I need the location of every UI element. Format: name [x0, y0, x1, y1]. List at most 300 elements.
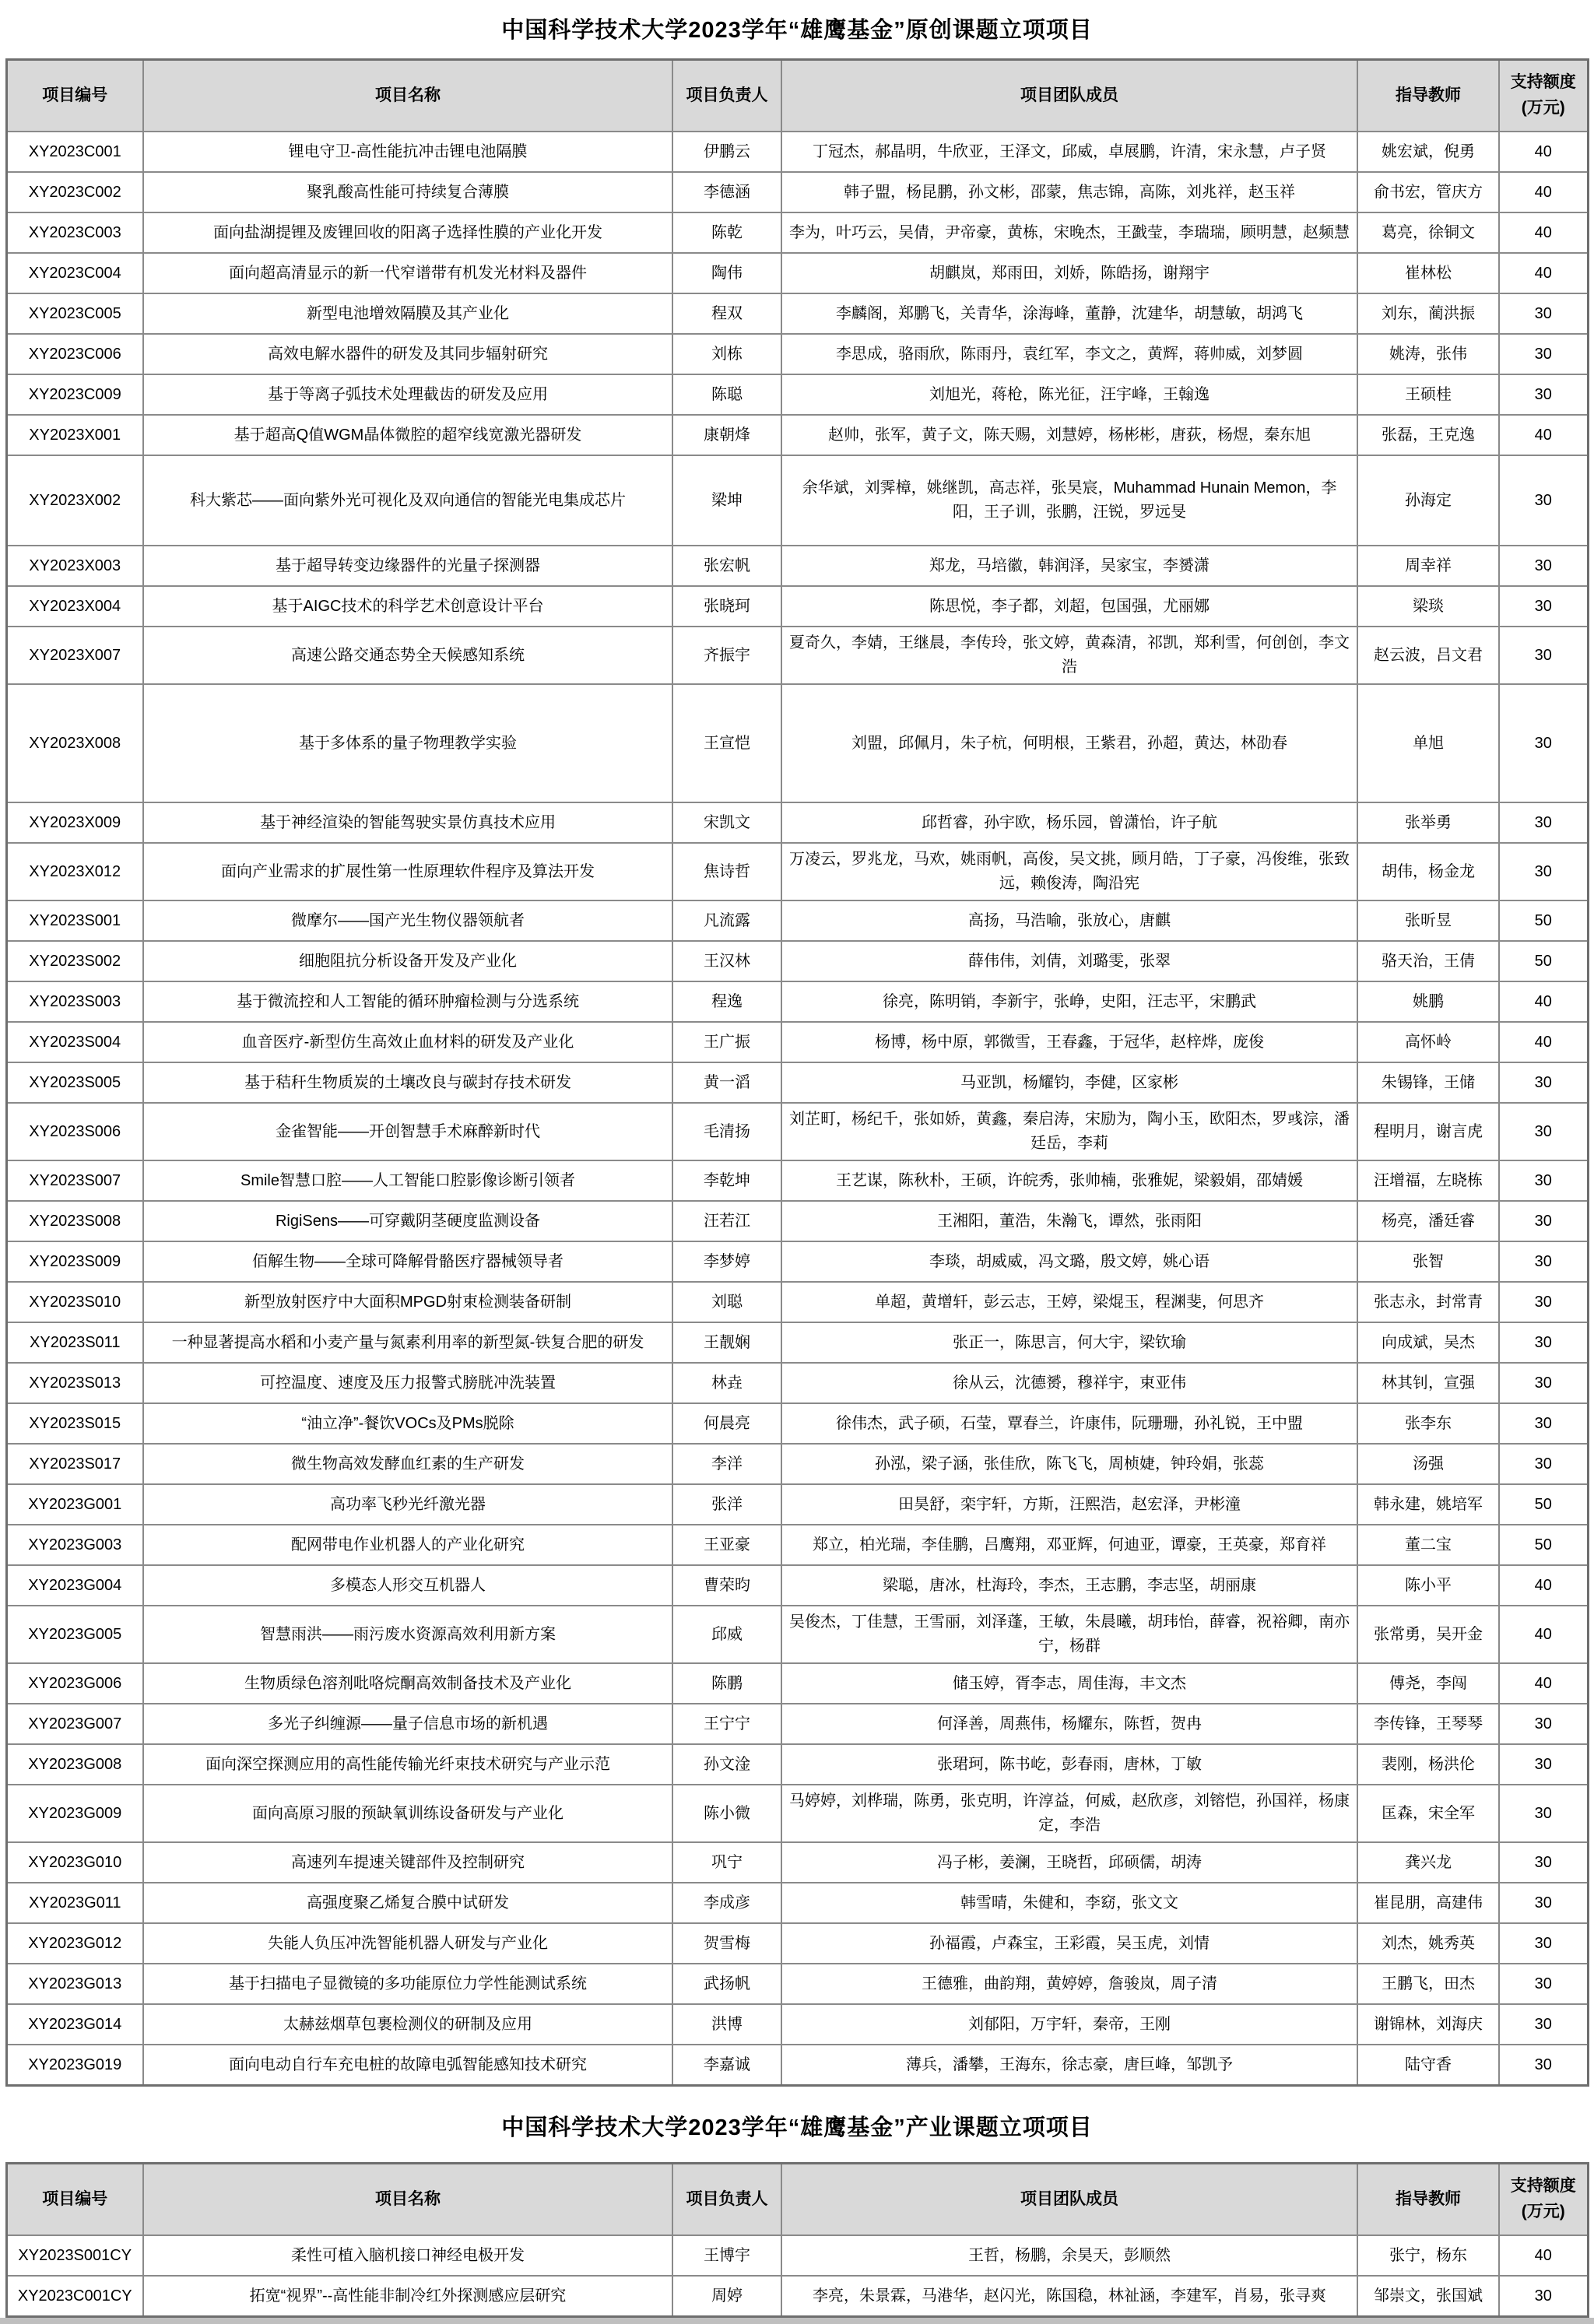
advisor-cell: 俞书宏，管庆方: [1357, 172, 1499, 212]
project-name-cell: 金雀智能——开创智慧手术麻醉新时代: [143, 1103, 672, 1160]
advisor-cell: 陆守香: [1357, 2045, 1499, 2086]
advisor-cell: 董二宝: [1357, 1525, 1499, 1565]
amount-cell: 30: [1499, 1201, 1588, 1241]
amount-cell: 30: [1499, 1744, 1588, 1785]
project-id-cell: XY2023X012: [6, 843, 143, 900]
table-row: [6, 1282, 1588, 1322]
advisor-cell: 王鹏飞，田杰: [1357, 1964, 1499, 2004]
amount-cell: 30: [1499, 2045, 1588, 2086]
table-row: [6, 132, 1588, 172]
members-cell: 徐从云，沈德赟，穆祥宇，束亚伟: [781, 1363, 1357, 1403]
project-name-cell: 基于超导转变边缘器件的光量子探测器: [143, 546, 672, 586]
project-id-cell: XY2023S011: [6, 1322, 143, 1363]
advisor-cell: 陈小平: [1357, 1565, 1499, 1606]
project-name-cell: Smile智慧口腔——人工智能口腔影像诊断引领者: [143, 1160, 672, 1201]
amount-cell: 30: [1499, 586, 1588, 627]
members-cell: 储玉婷，胥李志，周佳海，丰文杰: [781, 1663, 1357, 1704]
amount-cell: 30: [1499, 1160, 1588, 1201]
project-id-cell: XY2023G013: [6, 1964, 143, 2004]
table-row: [6, 1964, 1588, 2004]
members-cell: 夏奇久，李婧，王继晨，李传玲，张文婷，黄森清，祁凯，郑利雪，何创创，李文浩: [781, 627, 1357, 684]
project-id-cell: XY2023C003: [6, 212, 143, 253]
members-cell: 韩子盟，杨昆鹏，孙文彬，邵蒙，焦志锦，高陈，刘兆祥，赵玉祥: [781, 172, 1357, 212]
table-row: [6, 900, 1588, 941]
advisor-cell: 姚涛，张伟: [1357, 334, 1499, 374]
project-id-cell: XY2023S004: [6, 1022, 143, 1062]
leader-cell: 李乾坤: [672, 1160, 781, 1201]
leader-cell: 陈小微: [672, 1785, 781, 1842]
leader-cell: 周婷: [672, 2276, 781, 2317]
amount-cell: 40: [1499, 1606, 1588, 1663]
advisor-cell: 梁琰: [1357, 586, 1499, 627]
advisor-cell: 林其钊，宣强: [1357, 1363, 1499, 1403]
amount-cell: 40: [1499, 415, 1588, 455]
project-id-cell: XY2023X009: [6, 802, 143, 843]
advisor-cell: 孙海定: [1357, 455, 1499, 546]
amount-cell: 30: [1499, 1444, 1588, 1484]
members-cell: 李亮，朱景霖，马港华，赵闪光，陈国稳，林祉涵，李建军，肖易，张寻爽: [781, 2276, 1357, 2317]
table-row: [6, 334, 1588, 374]
members-cell: 冯子彬，姜澜，王晓哲，邱硕儒，胡涛: [781, 1842, 1357, 1883]
amount-cell: 30: [1499, 1785, 1588, 1842]
advisor-cell: 骆天治，王倩: [1357, 941, 1499, 981]
amount-cell: 40: [1499, 1565, 1588, 1606]
project-id-cell: XY2023G005: [6, 1606, 143, 1663]
project-id-cell: XY2023C006: [6, 334, 143, 374]
amount-cell: 40: [1499, 172, 1588, 212]
table-row: [6, 1363, 1588, 1403]
leader-cell: 李成彦: [672, 1883, 781, 1923]
advisor-cell: 匡森，宋全军: [1357, 1785, 1499, 1842]
advisor-cell: 李传锋，王琴琴: [1357, 1704, 1499, 1744]
amount-cell: 30: [1499, 1923, 1588, 1964]
project-id-cell: XY2023S003: [6, 981, 143, 1022]
project-id-cell: XY2023X001: [6, 415, 143, 455]
project-id-cell: XY2023S007: [6, 1160, 143, 1201]
project-id-cell: XY2023C002: [6, 172, 143, 212]
amount-cell: 30: [1499, 1241, 1588, 1282]
project-id-cell: XY2023S017: [6, 1444, 143, 1484]
amount-cell: 30: [1499, 1883, 1588, 1923]
project-id-cell: XY2023S006: [6, 1103, 143, 1160]
table-row: [6, 415, 1588, 455]
leader-cell: 张晓珂: [672, 586, 781, 627]
leader-cell: 王广振: [672, 1022, 781, 1062]
project-name-cell: 面向产业需求的扩展性第一性原理软件程序及算法开发: [143, 843, 672, 900]
leader-cell: 陈鹏: [672, 1663, 781, 1704]
table-row: [6, 1322, 1588, 1363]
table-row: [6, 981, 1588, 1022]
members-cell: 何泽善，周燕伟，杨耀东，陈哲，贺冉: [781, 1704, 1357, 1744]
amount-cell: 50: [1499, 941, 1588, 981]
column-header-2: 项目名称: [143, 60, 672, 132]
members-cell: 单超，黄增轩，彭云志，王婷，梁焜玉，程渊斐，何思齐: [781, 1282, 1357, 1322]
members-cell: 高扬，马浩喻，张放心，唐麒: [781, 900, 1357, 941]
members-cell: 张正一，陈思言，何大宇，梁钦瑜: [781, 1322, 1357, 1363]
table-row: [6, 1444, 1588, 1484]
amount-cell: 50: [1499, 1525, 1588, 1565]
members-cell: 李思成，骆雨欣，陈雨丹，袁红军，李文之，黄辉，蒋帅威，刘梦圆: [781, 334, 1357, 374]
table-row: [6, 1842, 1588, 1883]
members-cell: 郑龙，马培徽，韩润泽，吴家宝，李赟潇: [781, 546, 1357, 586]
table-row: [6, 1565, 1588, 1606]
leader-cell: 凡流露: [672, 900, 781, 941]
project-name-cell: 基于超高Q值WGM晶体微腔的超窄线宽激光器研发: [143, 415, 672, 455]
project-name-cell: 柔性可植入脑机接口神经电极开发: [143, 2235, 672, 2276]
leader-cell: 黄一滔: [672, 1062, 781, 1103]
project-name-cell: 失能人负压冲洗智能机器人研发与产业化: [143, 1923, 672, 1964]
members-cell: 杨博，杨中原，郭微雪，王春鑫，于冠华，赵梓烨，庞俊: [781, 1022, 1357, 1062]
amount-cell: 30: [1499, 802, 1588, 843]
table-row: [6, 843, 1588, 900]
members-cell: 王艺谋，陈秋朴，王硕，许皖秀，张帅楠，张雅妮，梁毅娟，邵婧媛: [781, 1160, 1357, 1201]
table-row: [6, 212, 1588, 253]
members-cell: 马亚凯，杨耀钧，李健，区家彬: [781, 1062, 1357, 1103]
advisor-cell: 张磊，王克逸: [1357, 415, 1499, 455]
leader-cell: 林垚: [672, 1363, 781, 1403]
project-name-cell: 多模态人形交互机器人: [143, 1565, 672, 1606]
leader-cell: 梁坤: [672, 455, 781, 546]
column-header-1: 项目编号: [6, 60, 143, 132]
amount-cell: 30: [1499, 1964, 1588, 2004]
leader-cell: 武扬帆: [672, 1964, 781, 2004]
members-cell: 李麟阁，郑鹏飞，关青华，涂海峰，董静，沈建华，胡慧敏，胡鸿飞: [781, 293, 1357, 334]
project-id-cell: XY2023G012: [6, 1923, 143, 1964]
project-name-cell: 基于秸秆生物质炭的土壤改良与碳封存技术研发: [143, 1062, 672, 1103]
leader-cell: 张宏帆: [672, 546, 781, 586]
leader-cell: 陈聪: [672, 374, 781, 415]
project-name-cell: 面向深空探测应用的高性能传输光纤束技术研究与产业示范: [143, 1744, 672, 1785]
amount-cell: 30: [1499, 627, 1588, 684]
project-id-cell: XY2023G008: [6, 1744, 143, 1785]
advisor-cell: 张李东: [1357, 1403, 1499, 1444]
project-name-cell: 可控温度、速度及压力报警式膀胱冲洗装置: [143, 1363, 672, 1403]
advisor-cell: 汪增福，左晓栋: [1357, 1160, 1499, 1201]
table-row: [6, 2004, 1588, 2045]
project-id-cell: XY2023S010: [6, 1282, 143, 1322]
table-row: [6, 455, 1588, 546]
project-id-cell: XY2023C004: [6, 253, 143, 293]
amount-cell: 50: [1499, 1484, 1588, 1525]
members-cell: 孙福霞，卢森宝，王彩霞，吴玉虎，刘情: [781, 1923, 1357, 1964]
members-cell: 赵帅，张军，黄子文，陈天赐，刘慧婷，杨彬彬，唐荻，杨煜，秦东旭: [781, 415, 1357, 455]
amount-cell: 30: [1499, 843, 1588, 900]
members-cell: 王湘阳，董浩，朱瀚飞，谭然，张雨阳: [781, 1201, 1357, 1241]
project-id-cell: XY2023G006: [6, 1663, 143, 1704]
table-row: [6, 293, 1588, 334]
leader-cell: 王博宇: [672, 2235, 781, 2276]
amount-cell: 30: [1499, 546, 1588, 586]
project-name-cell: 新型电池增效隔膜及其产业化: [143, 293, 672, 334]
table-row: [6, 1103, 1588, 1160]
amount-cell: 30: [1499, 455, 1588, 546]
project-name-cell: 高功率飞秒光纤激光器: [143, 1484, 672, 1525]
advisor-cell: 葛亮，徐铜文: [1357, 212, 1499, 253]
table-row: [6, 627, 1588, 684]
project-name-cell: 微摩尔——国产光生物仪器领航者: [143, 900, 672, 941]
members-cell: 徐亮，陈明销，李新宇，张峥，史阳，汪志平，宋鹏武: [781, 981, 1357, 1022]
project-name-cell: 基于神经渲染的智能驾驶实景仿真技术应用: [143, 802, 672, 843]
project-name-cell: 基于扫描电子显微镜的多功能原位力学性能测试系统: [143, 1964, 672, 2004]
project-id-cell: XY2023S001CY: [6, 2235, 143, 2276]
members-cell: 刘旭光，蒋枪，陈光征，汪宇峰，王翰逸: [781, 374, 1357, 415]
amount-cell: 50: [1499, 900, 1588, 941]
original-projects-table-title: 中国科学技术大学2023学年“雄鹰基金”原创课题立项项目: [501, 18, 1093, 43]
project-id-cell: XY2023S001: [6, 900, 143, 941]
project-id-cell: XY2023G011: [6, 1883, 143, 1923]
table-row: [6, 1484, 1588, 1525]
leader-cell: 刘聪: [672, 1282, 781, 1322]
table-row: [6, 1160, 1588, 1201]
members-cell: 刘郁阳，万宇轩，秦帝，王刚: [781, 2004, 1357, 2045]
leader-cell: 陶伟: [672, 253, 781, 293]
industry-projects-table: [5, 2162, 1589, 2318]
project-id-cell: XY2023S013: [6, 1363, 143, 1403]
table-row: [6, 1883, 1588, 1923]
column-header-2: 项目名称: [143, 2164, 672, 2236]
members-cell: 王德雅，曲韵翔，黄婷婷，詹骏岚，周子清: [781, 1964, 1357, 2004]
table-row: [6, 1201, 1588, 1241]
advisor-cell: 高怀岭: [1357, 1022, 1499, 1062]
project-name-cell: 高强度聚乙烯复合膜中试研发: [143, 1883, 672, 1923]
advisor-cell: 傅尧，李闯: [1357, 1663, 1499, 1704]
members-cell: 邱哲睿，孙宇欧，杨乐园，曾潇怡，许子航: [781, 802, 1357, 843]
advisor-cell: 龚兴龙: [1357, 1842, 1499, 1883]
members-cell: 郑立，柏光瑞，李佳鹏，吕鹰翔，邓亚辉，何迪亚，谭豪，王英豪，郑育祥: [781, 1525, 1357, 1565]
table-row: [6, 1744, 1588, 1785]
leader-cell: 贺雪梅: [672, 1923, 781, 1964]
column-header-5: 指导教师: [1357, 2164, 1499, 2236]
members-cell: 李琰，胡威威，冯文璐，殷文婷，姚心语: [781, 1241, 1357, 1282]
project-name-cell: 高速公路交通态势全天候感知系统: [143, 627, 672, 684]
amount-cell: 40: [1499, 253, 1588, 293]
leader-cell: 康朝烽: [672, 415, 781, 455]
amount-cell: 40: [1499, 132, 1588, 172]
table-row: [6, 1606, 1588, 1663]
advisor-cell: 韩永建，姚培军: [1357, 1484, 1499, 1525]
project-name-cell: 细胞阻抗分析设备开发及产业化: [143, 941, 672, 981]
advisor-cell: 周幸祥: [1357, 546, 1499, 586]
members-cell: 田昊舒，栾宇轩，方斯，汪熙浩，赵宏泽，尹彬潼: [781, 1484, 1357, 1525]
amount-cell: 30: [1499, 374, 1588, 415]
amount-cell: 40: [1499, 1663, 1588, 1704]
header-row: [6, 2164, 1588, 2236]
project-id-cell: XY2023X003: [6, 546, 143, 586]
advisor-cell: 程明月，谢言虎: [1357, 1103, 1499, 1160]
amount-cell: 30: [1499, 1062, 1588, 1103]
amount-cell: 30: [1499, 1403, 1588, 1444]
advisor-cell: 王硕桂: [1357, 374, 1499, 415]
project-id-cell: XY2023X007: [6, 627, 143, 684]
leader-cell: 何晨亮: [672, 1403, 781, 1444]
project-name-cell: 聚乳酸高性能可持续复合薄膜: [143, 172, 672, 212]
project-name-cell: 锂电守卫-高性能抗冲击锂电池隔膜: [143, 132, 672, 172]
leader-cell: 王宁宁: [672, 1704, 781, 1744]
project-name-cell: RigiSens——可穿戴阴茎硬度监测设备: [143, 1201, 672, 1241]
project-name-cell: 高速列车提速关键部件及控制研究: [143, 1842, 672, 1883]
leader-cell: 汪若江: [672, 1201, 781, 1241]
advisor-cell: 张智: [1357, 1241, 1499, 1282]
leader-cell: 伊鹏云: [672, 132, 781, 172]
project-id-cell: XY2023G007: [6, 1704, 143, 1744]
table-row: [6, 1704, 1588, 1744]
project-name-cell: 一种显著提高水稻和小麦产量与氮素利用率的新型氮-铁复合肥的研发: [143, 1322, 672, 1363]
members-cell: 丁冠杰，郝晶明，牛欣亚，王泽文，邱威，卓展鹏，许清，宋永慧，卢子贤: [781, 132, 1357, 172]
amount-cell: 30: [1499, 684, 1588, 802]
project-id-cell: XY2023S005: [6, 1062, 143, 1103]
column-header-6: 支持额度(万元): [1499, 2164, 1588, 2236]
project-name-cell: 面向电动自行车充电桩的故障电弧智能感知技术研究: [143, 2045, 672, 2086]
table-row: [6, 1022, 1588, 1062]
table-row: [6, 546, 1588, 586]
members-cell: 马婷婷，刘桦瑞，陈勇，张克明，许淳益，何威，赵欣彦，刘镕恺，孙国祥，杨康定，李浩: [781, 1785, 1357, 1842]
table-row: [6, 1923, 1588, 1964]
leader-cell: 邱威: [672, 1606, 781, 1663]
leader-cell: 焦诗哲: [672, 843, 781, 900]
column-header-4: 项目团队成员: [781, 60, 1357, 132]
amount-cell: 30: [1499, 334, 1588, 374]
members-cell: 王哲，杨鹏，余昊天，彭顺然: [781, 2235, 1357, 2276]
table-row: [6, 253, 1588, 293]
advisor-cell: 单旭: [1357, 684, 1499, 802]
leader-cell: 王靓娴: [672, 1322, 781, 1363]
leader-cell: 陈乾: [672, 212, 781, 253]
members-cell: 胡麒岚，郑雨田，刘娇，陈皓扬，谢翔宇: [781, 253, 1357, 293]
project-name-cell: 基于微流控和人工智能的循环肿瘤检测与分选系统: [143, 981, 672, 1022]
leader-cell: 曹荣昀: [672, 1565, 781, 1606]
project-name-cell: 微生物高效发酵血红素的生产研发: [143, 1444, 672, 1484]
advisor-cell: 张宁，杨东: [1357, 2235, 1499, 2276]
advisor-cell: 张志永，封常青: [1357, 1282, 1499, 1322]
leader-cell: 王宣恺: [672, 684, 781, 802]
members-cell: 刘芷町，杨纪千，张如娇，黄鑫，秦启涛，宋励为，陶小玉，欧阳杰，罗彧淙，潘廷岳，李莉: [781, 1103, 1357, 1160]
project-id-cell: XY2023X002: [6, 455, 143, 546]
members-cell: 陈思悦，李子都，刘超，包国强，尤丽娜: [781, 586, 1357, 627]
column-header-5: 指导教师: [1357, 60, 1499, 132]
project-id-cell: XY2023G019: [6, 2045, 143, 2086]
amount-cell: 40: [1499, 1022, 1588, 1062]
amount-cell: 30: [1499, 1704, 1588, 1744]
project-id-cell: XY2023G010: [6, 1842, 143, 1883]
project-id-cell: XY2023S015: [6, 1403, 143, 1444]
table-row: [6, 1525, 1588, 1565]
amount-cell: 30: [1499, 1322, 1588, 1363]
table-row: [6, 2276, 1588, 2317]
project-name-cell: 佰解生物——全球可降解骨骼医疗器械领导者: [143, 1241, 672, 1282]
table-row: [6, 374, 1588, 415]
project-id-cell: XY2023G001: [6, 1484, 143, 1525]
page-bottom-edge: [0, 2318, 1594, 2324]
project-name-cell: 配网带电作业机器人的产业化研究: [143, 1525, 672, 1565]
advisor-cell: 姚鹏: [1357, 981, 1499, 1022]
table-row: [6, 802, 1588, 843]
advisor-cell: 刘杰，姚秀英: [1357, 1923, 1499, 1964]
leader-cell: 李梦婷: [672, 1241, 781, 1282]
leader-cell: 李德涵: [672, 172, 781, 212]
leader-cell: 刘栋: [672, 334, 781, 374]
table-row: [6, 1403, 1588, 1444]
project-name-cell: 面向高原习服的预缺氧训练设备研发与产业化: [143, 1785, 672, 1842]
amount-cell: 30: [1499, 293, 1588, 334]
header-row: [6, 60, 1588, 132]
project-id-cell: XY2023G014: [6, 2004, 143, 2045]
project-id-cell: XY2023G003: [6, 1525, 143, 1565]
project-id-cell: XY2023G009: [6, 1785, 143, 1842]
column-header-6: 支持额度(万元): [1499, 60, 1588, 132]
members-cell: 孙泓，梁子涵，张佳欣，陈飞飞，周桢婕，钟玲娟，张蕊: [781, 1444, 1357, 1484]
table-row: [6, 1785, 1588, 1842]
project-name-cell: 智慧雨洪——雨污废水资源高效利用新方案: [143, 1606, 672, 1663]
project-id-cell: XY2023G004: [6, 1565, 143, 1606]
project-name-cell: 太赫兹烟草包裹检测仪的研制及应用: [143, 2004, 672, 2045]
members-cell: 李为，叶巧云，吴倩，尹帝豪，黄栋，宋晚杰，王戤莹，李瑞瑞，顾明慧，赵频慧: [781, 212, 1357, 253]
project-name-cell: 科大紫芯——面向紫外光可视化及双向通信的智能光电集成芯片: [143, 455, 672, 546]
leader-cell: 李洋: [672, 1444, 781, 1484]
table-row: [6, 1241, 1588, 1282]
project-id-cell: XY2023C001CY: [6, 2276, 143, 2317]
leader-cell: 毛清扬: [672, 1103, 781, 1160]
advisor-cell: 谢锦林，刘海庆: [1357, 2004, 1499, 2045]
leader-cell: 王汉林: [672, 941, 781, 981]
project-name-cell: 基于多体系的量子物理教学实验: [143, 684, 672, 802]
project-id-cell: XY2023X004: [6, 586, 143, 627]
leader-cell: 张洋: [672, 1484, 781, 1525]
project-id-cell: XY2023C005: [6, 293, 143, 334]
advisor-cell: 崔昆朋，高建伟: [1357, 1883, 1499, 1923]
advisor-cell: 胡伟，杨金龙: [1357, 843, 1499, 900]
column-header-3: 项目负责人: [672, 2164, 781, 2236]
members-cell: 梁聪，唐冰，杜海玲，李杰，王志鹏，李志坚，胡丽康: [781, 1565, 1357, 1606]
advisor-cell: 裴刚，杨洪伦: [1357, 1744, 1499, 1785]
advisor-cell: 张举勇: [1357, 802, 1499, 843]
project-id-cell: XY2023C001: [6, 132, 143, 172]
members-cell: 薛伟伟，刘倩，刘璐雯，张翠: [781, 941, 1357, 981]
leader-cell: 李嘉诚: [672, 2045, 781, 2086]
project-id-cell: XY2023S008: [6, 1201, 143, 1241]
project-name-cell: 生物质绿色溶剂吡咯烷酮高效制备技术及产业化: [143, 1663, 672, 1704]
advisor-cell: 姚宏斌，倪勇: [1357, 132, 1499, 172]
column-header-4: 项目团队成员: [781, 2164, 1357, 2236]
project-name-cell: 新型放射医疗中大面积MPGD射束检测装备研制: [143, 1282, 672, 1322]
original-projects-table: [5, 58, 1589, 2087]
project-id-cell: XY2023X008: [6, 684, 143, 802]
project-name-cell: 多光子纠缠源——量子信息市场的新机遇: [143, 1704, 672, 1744]
table-row: [6, 684, 1588, 802]
table-row: [6, 1663, 1588, 1704]
amount-cell: 30: [1499, 1363, 1588, 1403]
amount-cell: 30: [1499, 1282, 1588, 1322]
project-id-cell: XY2023S009: [6, 1241, 143, 1282]
leader-cell: 王亚豪: [672, 1525, 781, 1565]
members-cell: 万凌云，罗兆龙，马欢，姚雨帆，高俊，吴文挑，顾月皓，丁子豪，冯俊维，张致远，赖俊涛，陶沿宪: [781, 843, 1357, 900]
project-name-cell: 面向盐湖提锂及废锂回收的阳离子选择性膜的产业化开发: [143, 212, 672, 253]
column-header-3: 项目负责人: [672, 60, 781, 132]
amount-cell: 30: [1499, 2004, 1588, 2045]
advisor-cell: 杨亮，潘廷睿: [1357, 1201, 1499, 1241]
amount-cell: 40: [1499, 2235, 1588, 2276]
project-id-cell: XY2023C009: [6, 374, 143, 415]
advisor-cell: 张常勇，吴开金: [1357, 1606, 1499, 1663]
project-name-cell: “油立净”-餐饮VOCs及PMs脱除: [143, 1403, 672, 1444]
table-row: [6, 2235, 1588, 2276]
table-row: [6, 586, 1588, 627]
table-row: [6, 172, 1588, 212]
amount-cell: 30: [1499, 2276, 1588, 2317]
advisor-cell: 张昕昱: [1357, 900, 1499, 941]
leader-cell: 孙文淦: [672, 1744, 781, 1785]
members-cell: 刘盟，邱佩月，朱子杭，何明根，王紫君，孙超，黄达，林劭春: [781, 684, 1357, 802]
table-row: [6, 1062, 1588, 1103]
